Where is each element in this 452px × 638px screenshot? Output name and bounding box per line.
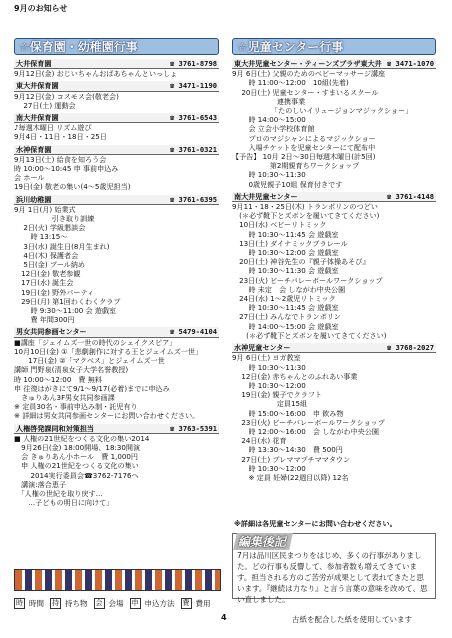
event-section: [14, 113, 219, 142]
event-line: 5日(金) プール納め: [14, 260, 85, 270]
legend-label: 申込方法: [144, 599, 175, 608]
event-line: 時 10:30〜11:30: [232, 362, 306, 372]
legend-symbol: 時: [16, 599, 23, 607]
editorial-body: 7月は品川区民まつりをはじめ、多くの行事がありました。どの行事も反響して、参加者数も増えてきています。担当される方のご苦労が成果として表れてきたと思います。『継続は力なり』と言う言葉の意味を改めて、思い直しました。: [237, 551, 428, 604]
event-line: ※ 定員30名・事前申込み制・託児有り: [14, 402, 138, 412]
left-column: [14, 56, 219, 507]
event-line: 時 12:00〜16:00 会 しながわ中央公園: [232, 426, 379, 436]
event-line: 24日(水) 1〜2歳児リトミック: [232, 294, 336, 304]
event-line: 【予告】 10月 2日〜30日毎週木曜日(計5回): [232, 152, 376, 162]
event-line: 4日(木) 保護者会: [14, 250, 79, 260]
section-header: [232, 59, 436, 69]
event-line: 27日(土) 運動会: [14, 100, 76, 110]
event-section: [14, 59, 219, 78]
event-line: 時 10:00〜10:45 申 事前申込み: [14, 164, 119, 174]
event-line: 9月12日(金) おじいちゃんおばあちゃんといっしょ: [14, 69, 178, 79]
event-line: 17日(水) 誕生会: [14, 278, 74, 288]
event-line: 引き取り訓練: [14, 214, 95, 224]
event-line: 9月 6日(土) ヨガ教室: [232, 353, 301, 363]
section-phone: ☎ 3761-6543: [170, 113, 217, 123]
section-header: [14, 81, 219, 91]
event-line: 時 14:00〜15:00 会 遊戯室: [232, 321, 339, 331]
section-phone: ☎ 3763-5391: [170, 423, 217, 433]
event-line: 2日(火) 学級懇談会: [14, 223, 86, 233]
section-header: [14, 113, 219, 123]
event-line: プロのマジシャンによるマジックショー: [232, 133, 376, 143]
event-section: [14, 81, 219, 110]
section-name: 大井保育園: [16, 59, 52, 68]
recycled-paper-note: 古紙を配合した紙を使用しています: [292, 615, 412, 624]
section-phone: ☎ 3761-4148: [387, 191, 434, 201]
legend-symbol: 申: [131, 599, 139, 607]
event-line: 講演:落合恵子: [14, 479, 67, 489]
event-line: 24日(水) 花育: [232, 436, 287, 446]
section-name: 東大井保育園: [16, 81, 59, 91]
event-line: 時 10:30〜11:45 会 遊戯室: [232, 229, 339, 239]
event-line: 時 未定 会 しながわ中央公園: [232, 284, 346, 294]
section-name: 浜川幼稚園: [16, 194, 52, 204]
legend-label: 会場: [108, 599, 124, 608]
event-line: 費 年間300円: [14, 315, 75, 325]
page-header: 9月のお知らせ: [14, 4, 68, 13]
section-header: [14, 145, 219, 155]
event-section: [14, 145, 219, 192]
section-header: [232, 192, 436, 202]
event-line: 時 10:30〜11:45 会 遊戯室: [232, 303, 339, 313]
section-name: 水神保育園: [16, 144, 52, 154]
event-line: 会 ホール: [14, 173, 45, 183]
event-line: 入場チケットを児童センターにて配布中: [232, 142, 376, 152]
event-section: [232, 343, 436, 482]
event-line: 会 きゅりあん小ホール 費 1,000円: [14, 452, 138, 462]
event-line: ■講座「ジェイムズ一世の時代のシェイクスピア」: [14, 337, 177, 347]
event-line: 時 13:30〜14:30 費 500円: [232, 445, 343, 455]
editorial-note: [232, 533, 436, 604]
event-line: 時 10:30〜12:00: [232, 463, 306, 473]
event-section: [14, 195, 219, 325]
event-line: 9月12日(金) コスモス会(敬老会): [14, 91, 119, 101]
event-line: (＊必ず靴下とズボンを履いてきてください): [232, 211, 380, 221]
event-line: 時 10:30〜11:30 会 遊戯室: [232, 266, 339, 276]
event-line: 時 10:30〜12:00 会 遊戯室: [232, 248, 339, 258]
event-line: 27日(土) プレママプチママタウン: [232, 454, 351, 464]
section-name: 人権啓発課同和対策担当: [16, 423, 95, 433]
event-line: 13日(土) ダイナミックブラレール: [232, 238, 348, 248]
event-line: 19日(金) 野外パーティ: [14, 287, 95, 297]
section-header: [232, 343, 436, 353]
event-line: 2014実行委員会☎3762-7176へ: [14, 470, 139, 480]
section-header: [14, 424, 219, 434]
section-name: 東大井児童センター・ティーンズプラザ東大井: [234, 59, 382, 68]
event-line: 時 13:15〜: [14, 232, 68, 242]
right-column: [232, 56, 436, 482]
section-phone: ☎ 5479-4104: [170, 327, 217, 337]
event-line: 3日(水) 誕生日(8月生まれ): [14, 241, 110, 251]
event-line: (＊必ず靴下とズボンを履いてきてください): [232, 330, 387, 340]
event-line: 9月4日・11日・18日・25日: [14, 132, 107, 142]
event-line: 申 人権の21世紀をつくる文化の集い: [14, 461, 139, 471]
section-phone: ☎ 3471-1190: [170, 81, 217, 91]
section-header: [14, 195, 219, 205]
event-line: 19日(金) 敬老の集い(4〜5歳児担当): [14, 182, 131, 192]
event-line: 時 10:30〜12:00: [232, 380, 306, 390]
event-section: [14, 424, 219, 508]
section-name: 男女共同参画センター: [16, 327, 87, 337]
section-phone: ☎ 3761-8798: [170, 59, 217, 68]
legend-label: 時間: [29, 599, 44, 608]
event-line: 連携事業: [232, 96, 306, 106]
event-line: ※ 定員 妊婦(22週目以降) 12名: [232, 472, 349, 482]
event-line: 19日(金) 親子でクラフト: [232, 390, 323, 400]
banner-childcenter-events: ☆児童センター行事: [232, 38, 436, 55]
event-line: ♪毎週木曜日 リズム遊び: [14, 123, 92, 133]
event-section: [232, 192, 436, 340]
event-line: 時 15:00〜16:00 申 飲み物: [232, 408, 344, 418]
legend-symbol: 持: [52, 599, 59, 607]
decorative-pattern-border: [14, 569, 221, 591]
right-note: ※詳細は各児童センターにお問い合わせください。: [234, 519, 397, 528]
section-name: 南大井保育園: [16, 113, 59, 123]
event-line: 定員15組: [232, 399, 308, 409]
event-line: ■ 人権の21世紀をつくる文化の集い2014: [14, 433, 150, 443]
section-header: [14, 327, 219, 337]
section-header: [14, 59, 219, 69]
event-line: 23日(火) ビーチバレーボールワークショップ: [232, 417, 385, 427]
event-line: 9月26日(金) 18:00開場、18:30開演: [14, 442, 141, 452]
event-line: 20日(土) 神谷先生の『親子体操あそび』: [232, 257, 370, 267]
event-line: 10日(水) ベビーリトミック: [232, 220, 327, 230]
event-line: 9月13日(土) 給食を知ろう会: [14, 154, 107, 164]
legend-symbol: 会: [95, 599, 103, 607]
section-phone: ☎ 3471-1070: [387, 59, 434, 68]
event-line: 第2期親育ちワークショップ: [232, 161, 360, 171]
event-line: 12日(金) 敬老参観: [14, 269, 81, 279]
event-line: 23日(火) ビーチバレーボールワークショップ: [232, 275, 383, 285]
section-phone: ☎ 3761-6395: [170, 194, 217, 204]
event-line: 時 10:30〜11:30: [232, 170, 306, 180]
event-line: 17日(金) ②「マクベス」とジェイムズ一世: [14, 356, 165, 366]
event-line: 27日(土) みんなでトランポリン: [232, 312, 341, 322]
event-line: 9月 1日(月) 始業式: [14, 204, 76, 214]
event-line: 時 9:30〜11:00 会 遊戯室: [14, 306, 117, 316]
event-line: 9月11・18・25日(木) トランポリンのつどい: [232, 202, 378, 212]
legend-label: 費用: [195, 599, 211, 608]
event-line: …子どもの明日に向けて」: [14, 498, 114, 508]
symbol-legend: [14, 598, 215, 609]
event-line: ※ 詳細は男女共同参画センターにお問い合わせください。: [14, 411, 200, 421]
legend-label: 持ち物: [65, 599, 88, 608]
event-line: 「たのしいイリュージョンマジックショー」: [232, 106, 413, 116]
banner-nursery-events: ☆保育園・幼稚園行事: [14, 38, 219, 55]
section-name: 南大井児童センター: [234, 191, 298, 201]
section-phone: ☎ 3761-0321: [170, 144, 217, 154]
event-line: 10月10日(金) ①「悲劇創作に対する王とジェイムズ一世」: [14, 346, 203, 356]
event-line: 9月 6日(土) 父親のためのベビーマッサージ講座: [232, 69, 386, 79]
section-phone: ☎ 3768-2027: [387, 343, 434, 353]
page-number: 4: [221, 613, 227, 622]
event-line: 時 14:00〜15:00: [232, 115, 306, 125]
event-line: 講師 門野泉(清泉女子大学名誉教授): [14, 365, 129, 375]
event-line: 時 10:00〜12:00 費 無料: [14, 374, 102, 384]
event-line: 12日(金) 赤ちゃんとのふれあい事業: [232, 371, 358, 381]
event-line: 会 立会小学校体育館: [232, 124, 315, 134]
event-line: 29日(月) 第1回わくわくクラブ: [14, 296, 121, 306]
event-line: 20日(土) 児童センター・すまいるスクール: [232, 87, 379, 97]
event-line: 時 11:00〜12:00 10組(先着): [232, 78, 349, 88]
event-section: [14, 327, 219, 420]
editorial-title: 編集後記: [233, 533, 293, 550]
event-line: きゅりあん3F男女共同参画課: [14, 392, 115, 402]
event-section: [232, 59, 436, 189]
event-line: 0歳児親子10組 保育付きです: [232, 179, 343, 189]
section-name: 水神児童センター: [234, 343, 291, 353]
event-line: 「人権の世紀を取り戻す…: [14, 488, 103, 498]
legend-symbol: 費: [182, 599, 190, 607]
event-line: 申 往復はがきにて9/1〜9/17(必着)までに申込み: [14, 383, 170, 393]
